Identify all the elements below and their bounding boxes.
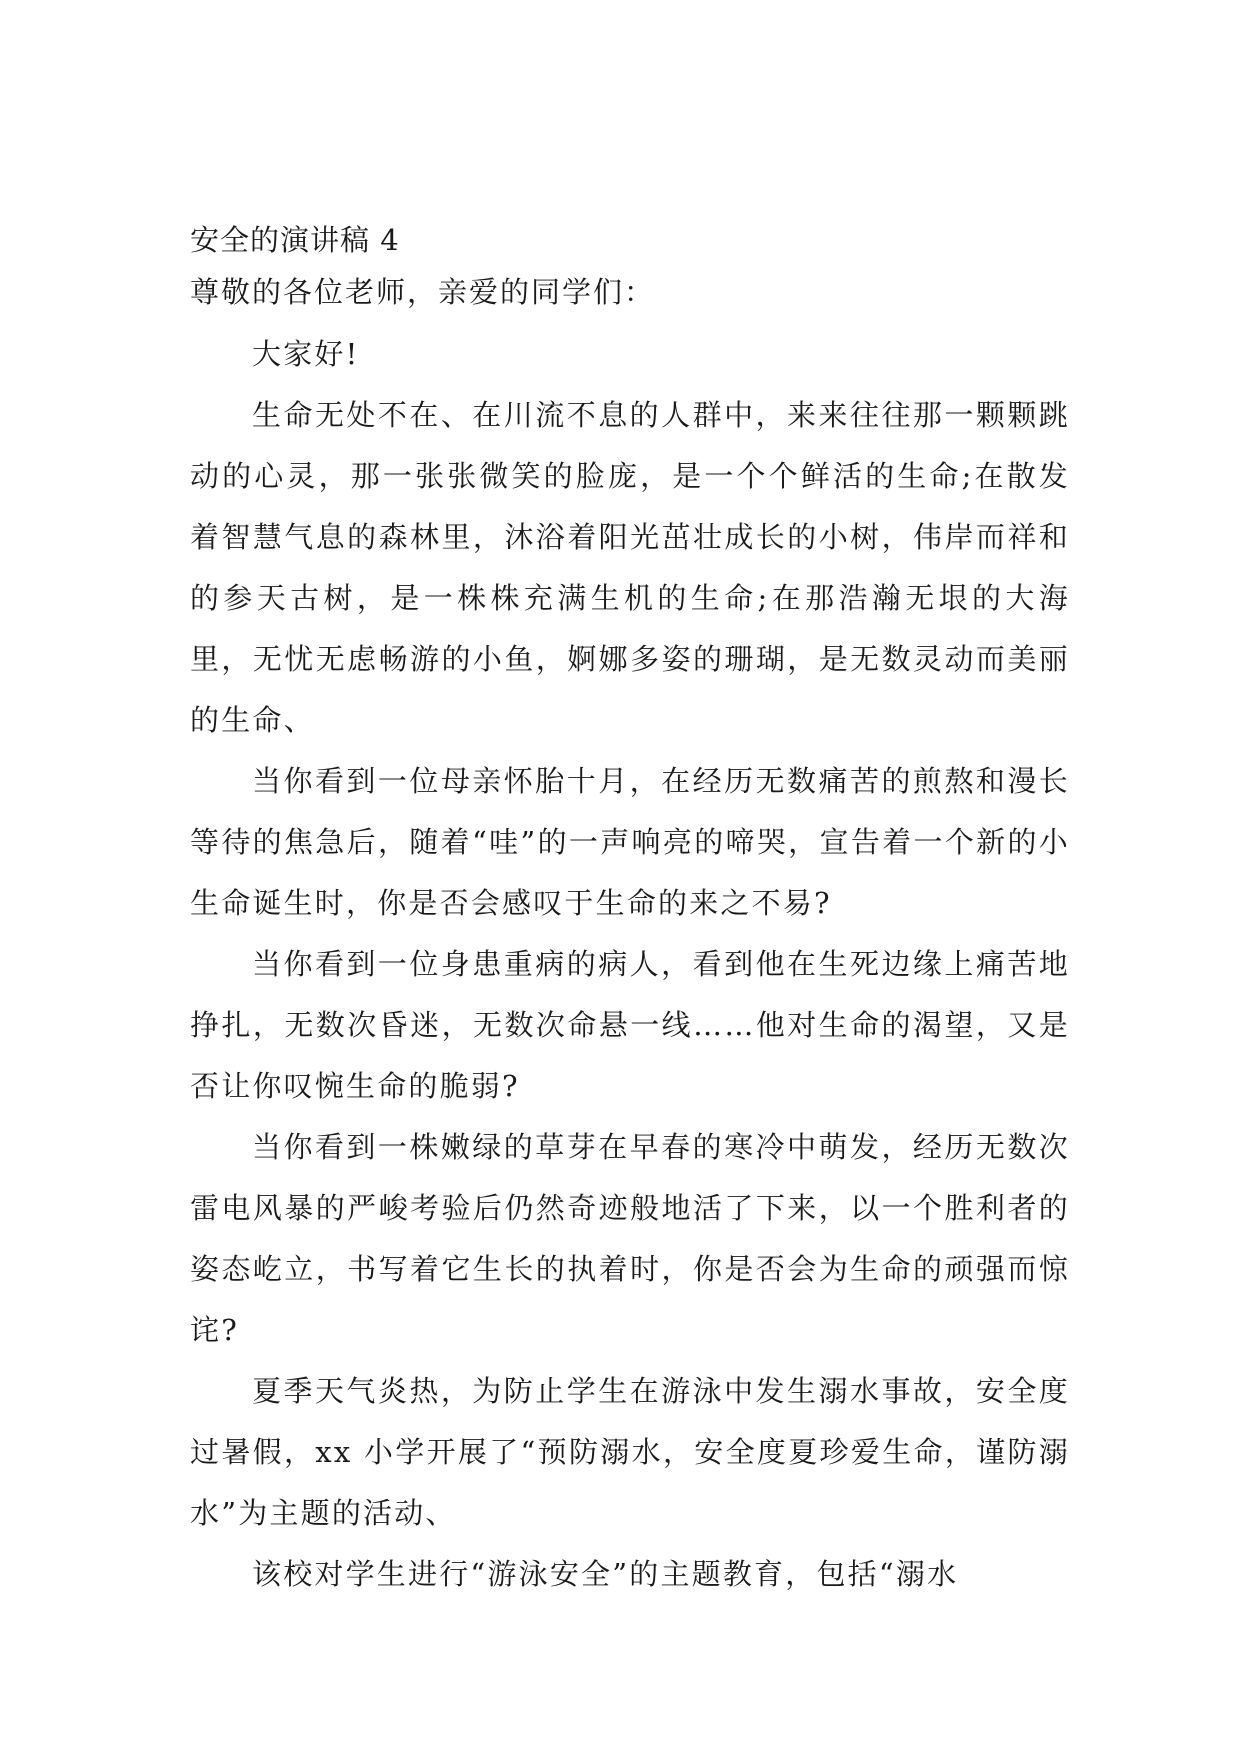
paragraph-3: 当你看到一位身患重病的病人，看到他在生死边缘上痛苦地挣扎，无数次昏迷，无数次命悬一线……他对生命的渴望，又是否让你叹惋生命的脆弱? bbox=[190, 947, 1070, 1103]
document-page bbox=[190, 218, 1070, 1605]
paragraph-5: 夏季天气炎热，为防止学生在游泳中发生溺水事故，安全度过暑假，xx 小学开展了“预防溺水，安全度夏珍爱生命，谨防溺水”为主题的活动、 bbox=[190, 1374, 1070, 1530]
paragraph-greeting: 大家好! bbox=[252, 337, 360, 371]
paragraph-1: 生命无处不在、在川流不息的人群中，来来往往那一颗颗跳动的心灵，那一张张微笑的脸庞，是一个个鲜活的生命;在散发着智慧气息的森林里，沐浴着阳光茁壮成长的小树，伟岸而祥和的参天古树，是一株株充满生机的生命;在那浩瀚无垠的大海里，无忧无虑畅游的小鱼，婀娜多姿的珊瑚，是无数灵动而美丽的生命、 bbox=[190, 398, 1070, 737]
paragraph-2: 当你看到一位母亲怀胎十月，在经历无数痛苦的煎熬和漫长等待的焦急后，随着“哇”的一声响亮的啼哭，宣告着一个新的小生命诞生时，你是否会感叹于生命的来之不易? bbox=[190, 764, 1070, 920]
salutation: 尊敬的各位老师，亲爱的同学们： bbox=[190, 275, 656, 309]
paragraph-4: 当你看到一株嫩绿的草芽在早春的寒冷中萌发，经历无数次雷电风暴的严峻考验后仍然奇迹般地活了下来，以一个胜利者的姿态屹立，书写着它生长的执着时，你是否会为生命的顽强而惊诧? bbox=[190, 1130, 1070, 1347]
paragraph-6: 该校对学生进行“游泳安全”的主题教育，包括“溺水 bbox=[252, 1557, 959, 1591]
document-title: 安全的演讲稿 4 bbox=[190, 223, 400, 257]
